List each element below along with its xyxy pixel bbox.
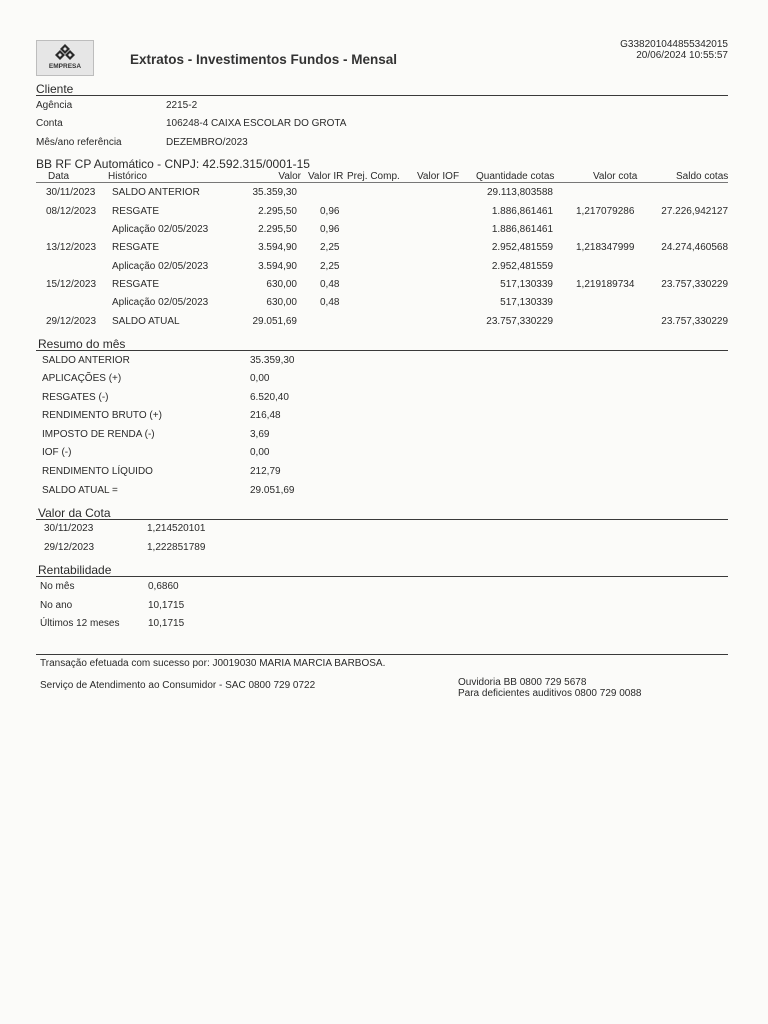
row-quantidade-cotas: 2.952,481559 bbox=[491, 261, 553, 272]
resumo-label: IOF (-) bbox=[42, 447, 72, 458]
row-valor-ir: 2,25 bbox=[320, 261, 340, 272]
row-valor-ir: 0,96 bbox=[320, 224, 340, 235]
divider bbox=[36, 576, 728, 577]
resumo-label: APLICAÇÕES (+) bbox=[42, 373, 122, 384]
row-quantidade-cotas: 517,130339 bbox=[500, 297, 553, 308]
row-valor-cota: 1,219189734 bbox=[576, 279, 635, 290]
row-valor: 29.051,69 bbox=[252, 316, 297, 327]
row-valor: 2.295,50 bbox=[258, 206, 297, 217]
rentabilidade-heading: Rentabilidade bbox=[38, 563, 112, 577]
row-quantidade-cotas: 1.886,861461 bbox=[491, 206, 553, 217]
transacao-text: Transação efetuada com sucesso por: J0019030 MARIA MARCIA BARBOSA. bbox=[40, 658, 386, 669]
row-valor: 35.359,30 bbox=[252, 187, 297, 198]
row-quantidade-cotas: 23.757,330229 bbox=[486, 316, 553, 327]
resumo-label: RESGATES (-) bbox=[42, 392, 109, 403]
row-saldo-cotas: 27.226,942127 bbox=[661, 206, 728, 217]
row-saldo-cotas: 24.274,460568 bbox=[661, 242, 728, 253]
rentabilidade-label: No ano bbox=[40, 600, 73, 611]
divider bbox=[36, 519, 728, 520]
fund-title: BB RF CP Automático - CNPJ: 42.592.315/0001-15 bbox=[36, 157, 310, 171]
rentabilidade-value: 10,1715 bbox=[148, 600, 185, 611]
resumo-label: RENDIMENTO BRUTO (+) bbox=[42, 410, 162, 421]
row-valor-ir: 2,25 bbox=[320, 242, 340, 253]
resumo-value: 35.359,30 bbox=[250, 355, 295, 366]
resumo-value: 0,00 bbox=[250, 373, 270, 384]
resumo-value: 6.520,40 bbox=[250, 392, 289, 403]
mes-referencia-value: DEZEMBRO/2023 bbox=[166, 137, 248, 148]
conta-value: 106248-4 CAIXA ESCOLAR DO GROTA bbox=[166, 118, 347, 129]
row-valor: 3.594,90 bbox=[258, 242, 297, 253]
row-historico: SALDO ATUAL bbox=[112, 316, 180, 327]
row-historico: SALDO ANTERIOR bbox=[112, 187, 200, 198]
rentabilidade-value: 0,6860 bbox=[148, 581, 179, 592]
resumo-label: SALDO ANTERIOR bbox=[42, 355, 130, 366]
row-date: 30/11/2023 bbox=[46, 187, 96, 198]
valor-cota-heading: Valor da Cota bbox=[38, 506, 111, 520]
rentabilidade-label: No mês bbox=[40, 581, 75, 592]
resumo-heading: Resumo do mês bbox=[38, 337, 126, 351]
mes-referencia-label: Mês/ano referência bbox=[36, 137, 122, 148]
row-date: 29/12/2023 bbox=[46, 316, 97, 327]
divider bbox=[36, 350, 728, 351]
logo-text: EMPRESA bbox=[48, 63, 82, 70]
bank-logo-icon bbox=[54, 43, 76, 63]
row-historico: RESGATE bbox=[112, 242, 160, 253]
cota-date: 29/12/2023 bbox=[44, 542, 95, 553]
resumo-label: IMPOSTO DE RENDA (-) bbox=[42, 429, 155, 440]
row-historico: RESGATE bbox=[112, 206, 160, 217]
col-valor-ir: Valor IR bbox=[308, 171, 344, 182]
row-saldo-cotas: 23.757,330229 bbox=[661, 316, 728, 327]
divider bbox=[36, 654, 728, 655]
col-valor-cota: Valor cota bbox=[593, 171, 638, 182]
row-valor-cota: 1,218347999 bbox=[576, 242, 635, 253]
document-code: G338201044855342015 bbox=[620, 39, 728, 50]
cota-value: 1,222851789 bbox=[147, 542, 206, 553]
divider bbox=[36, 95, 728, 96]
row-date: 08/12/2023 bbox=[46, 206, 97, 217]
row-historico: Aplicação 02/05/2023 bbox=[112, 297, 209, 308]
col-data: Data bbox=[48, 171, 70, 182]
resumo-value: 216,48 bbox=[250, 410, 281, 421]
row-date: 13/12/2023 bbox=[46, 242, 97, 253]
col-historico: Histórico bbox=[108, 171, 147, 182]
row-valor: 2.295,50 bbox=[258, 224, 297, 235]
rentabilidade-label: Últimos 12 meses bbox=[40, 618, 120, 629]
sac-text: Serviço de Atendimento ao Consumidor - SAC 0800 729 0722 bbox=[40, 680, 316, 691]
rentabilidade-value: 10,1715 bbox=[148, 618, 185, 629]
row-historico: RESGATE bbox=[112, 279, 160, 290]
row-historico: Aplicação 02/05/2023 bbox=[112, 261, 209, 272]
row-valor: 3.594,90 bbox=[258, 261, 297, 272]
cota-value: 1,214520101 bbox=[147, 523, 206, 534]
row-date: 15/12/2023 bbox=[46, 279, 97, 290]
conta-label: Conta bbox=[36, 118, 63, 129]
row-quantidade-cotas: 517,130339 bbox=[500, 279, 553, 290]
row-saldo-cotas: 23.757,330229 bbox=[661, 279, 728, 290]
row-valor-ir: 0,96 bbox=[320, 206, 340, 217]
col-valor-iof: Valor IOF bbox=[417, 171, 460, 182]
resumo-value: 3,69 bbox=[250, 429, 270, 440]
document-datetime: 20/06/2024 10:55:57 bbox=[636, 50, 728, 61]
resumo-value: 29.051,69 bbox=[250, 485, 295, 496]
col-quantidade-cotas: Quantidade cotas bbox=[476, 171, 555, 182]
row-quantidade-cotas: 29.113,803588 bbox=[487, 187, 553, 198]
resumo-value: 0,00 bbox=[250, 447, 270, 458]
page-title: Extratos - Investimentos Fundos - Mensal bbox=[130, 52, 398, 67]
row-valor-cota: 1,217079286 bbox=[576, 206, 635, 217]
col-saldo-cotas: Saldo cotas bbox=[676, 171, 728, 182]
ouvidoria-text: Ouvidoria BB 0800 729 5678 bbox=[458, 677, 587, 688]
agencia-label: Agência bbox=[36, 100, 73, 111]
row-valor-ir: 0,48 bbox=[320, 279, 340, 290]
cliente-heading: Cliente bbox=[36, 82, 74, 96]
divider bbox=[36, 182, 728, 183]
row-quantidade-cotas: 2.952,481559 bbox=[491, 242, 553, 253]
bank-logo bbox=[36, 40, 94, 76]
row-valor-ir: 0,48 bbox=[320, 297, 340, 308]
col-prej-comp: Prej. Comp. bbox=[347, 171, 400, 182]
deficientes-auditivos-text: Para deficientes auditivos 0800 729 0088 bbox=[458, 688, 642, 699]
agencia-value: 2215-2 bbox=[166, 100, 198, 111]
resumo-value: 212,79 bbox=[250, 466, 281, 477]
row-quantidade-cotas: 1.886,861461 bbox=[491, 224, 553, 235]
row-valor: 630,00 bbox=[266, 279, 297, 290]
row-valor: 630,00 bbox=[266, 297, 297, 308]
resumo-label: SALDO ATUAL = bbox=[42, 485, 118, 496]
resumo-label: RENDIMENTO LÍQUIDO bbox=[42, 466, 153, 477]
cota-date: 30/11/2023 bbox=[44, 523, 94, 534]
row-historico: Aplicação 02/05/2023 bbox=[112, 224, 209, 235]
col-valor: Valor bbox=[278, 171, 301, 182]
